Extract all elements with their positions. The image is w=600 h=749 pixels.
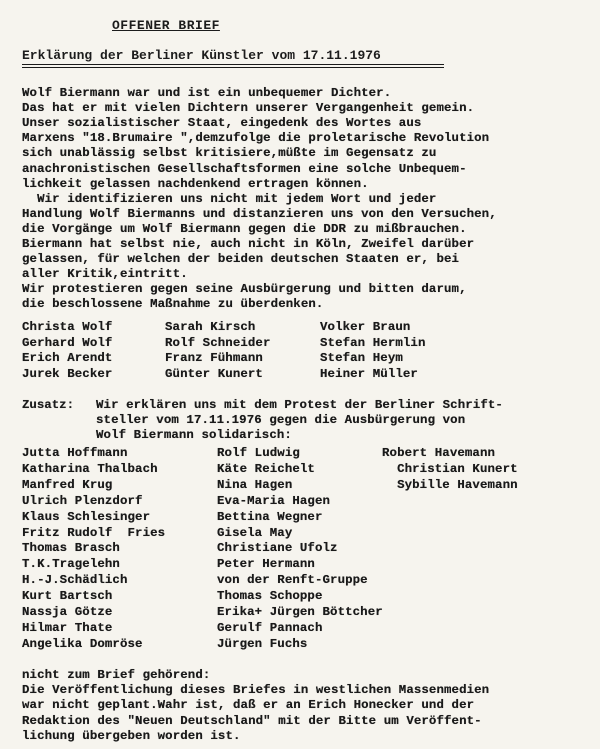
solidarity-name: Klaus Schlesinger	[22, 509, 151, 524]
solidarity-name: Nassja Götze	[22, 605, 113, 619]
solidarity-name: Thomas Brasch	[22, 541, 120, 556]
footer-line: Redaktion des "Neuen Deutschland" mit der Bitte um Veröffent-	[22, 713, 482, 728]
signatory-name: Jurek Becker	[22, 366, 113, 381]
solidarity-name: Hilmar Thate	[22, 620, 113, 635]
solidarity-name: von der Renft-Gruppe	[217, 573, 368, 588]
heading-double-underline	[22, 67, 444, 68]
signatory-name: Christa Wolf	[22, 320, 113, 334]
heading-underline	[22, 64, 444, 65]
zusatz-line: Wolf Biermann solidarisch:	[96, 428, 292, 442]
solidarity-name: Gerulf Pannach	[217, 620, 323, 635]
solidarity-name: Eva-Maria Hagen	[217, 493, 331, 508]
solidarity-name: Käte Reichelt	[217, 461, 315, 476]
solidarity-name: Rolf Ludwig	[217, 446, 300, 460]
zusatz-line: Wir erklären uns mit dem Protest der Berliner Schrift-	[96, 398, 503, 412]
solidarity-name: Peter Hermann	[217, 557, 315, 572]
signatory-name: Franz Fühmann	[165, 351, 263, 365]
body-line: Handlung Wolf Biermanns und distanzieren uns von den Versuchen,	[22, 206, 497, 221]
solidarity-name: Bettina Wegner	[217, 509, 323, 524]
body-line: Unser sozialistischer Staat, eingedenk des Wortes aus	[22, 116, 422, 131]
signatory-name: Stefan Heym	[320, 351, 403, 365]
signatory-name: Heiner Müller	[320, 366, 418, 381]
signatory-name: Stefan Hermlin	[320, 335, 426, 350]
signatory-name: Sarah Kirsch	[165, 320, 256, 334]
solidarity-name: Gisela May	[217, 525, 293, 540]
solidarity-name: Angelika Domröse	[22, 636, 143, 651]
signatory-name: Gerhard Wolf	[22, 335, 113, 350]
body-line: Das hat er mit vielen Dichtern unserer Vergangenheit gemein.	[22, 101, 475, 116]
body-line: lichkeit gelassen nachdenkend ertragen können.	[22, 176, 369, 191]
body-line: die Vorgänge um Wolf Biermann gegen die DDR zu mißbrauchen.	[22, 221, 467, 236]
signatory-name: Günter Kunert	[165, 366, 263, 381]
solidarity-name: Manfred Krug	[22, 477, 113, 492]
solidarity-name: Jutta Hoffmann	[22, 446, 128, 460]
solidarity-name: H.-J.Schädlich	[22, 573, 128, 588]
solidarity-name: Robert Havemann	[382, 446, 496, 460]
zusatz-line: steller vom 17.11.1976 gegen die Ausbürgerung von	[96, 413, 466, 427]
solidarity-name: Nina Hagen	[217, 477, 293, 492]
footer-line: nicht zum Brief gehörend:	[22, 668, 211, 682]
solidarity-name: Ulrich Plenzdorf	[22, 493, 143, 508]
letter-title: OFFENER BRIEF	[112, 18, 220, 33]
signatory-name: Rolf Schneider	[165, 335, 271, 350]
solidarity-name: Christiane Ufolz	[217, 541, 338, 556]
body-line: Wolf Biermann war und ist ein unbequemer Dichter.	[22, 86, 392, 100]
body-line: die beschlossene Maßnahme zu überdenken.	[22, 297, 324, 312]
solidarity-name: Kurt Bartsch	[22, 589, 113, 604]
footer-line: Die Veröffentlichung dieses Briefes in westlichen Massenmedien	[22, 683, 490, 698]
footer-line: war nicht geplant.Wahr ist, daß er an Erich Honecker und der	[22, 698, 475, 713]
solidarity-name: T.K.Tragelehn	[22, 557, 120, 572]
solidarity-name: Sybille Havemann	[382, 477, 518, 492]
letter-heading: Erklärung der Berliner Künstler vom 17.11.1976	[22, 48, 381, 63]
body-line: Wir protestieren gegen seine Ausbürgerung und bitten darum,	[22, 282, 467, 297]
body-line: sich unablässig selbst kritisiere,müßte im Gegensatz zu	[22, 146, 437, 161]
solidarity-name: Fritz Rudolf Fries	[22, 525, 166, 540]
body-line: Wir identifizieren uns nicht mit jedem Wort und jeder	[22, 191, 437, 206]
body-line: aller Kritik,eintritt.	[22, 267, 188, 282]
signatory-name: Volker Braun	[320, 320, 411, 334]
solidarity-name: Erika+ Jürgen Böttcher	[217, 605, 383, 619]
footer-line: lichung übergeben worden ist.	[22, 728, 241, 743]
body-line: gelassen, für welchen der beiden deutschen Staaten er, bei	[22, 252, 460, 267]
signatory-name: Erich Arendt	[22, 351, 113, 365]
solidarity-name: Katharina Thalbach	[22, 461, 158, 476]
solidarity-name: Thomas Schoppe	[217, 589, 323, 604]
solidarity-name: Christian Kunert	[382, 461, 518, 476]
body-line: Biermann hat selbst nie, auch nicht in Köln, Zweifel darüber	[22, 237, 475, 251]
body-line: Marxens "18.Brumaire ",demzufolge die proletarische Revolution	[22, 131, 490, 146]
body-line: anachronistischen Gesellschaftsformen eine solche Unbequem-	[22, 161, 467, 176]
zusatz-label: Zusatz:	[22, 398, 75, 412]
solidarity-name: Jürgen Fuchs	[217, 636, 308, 651]
